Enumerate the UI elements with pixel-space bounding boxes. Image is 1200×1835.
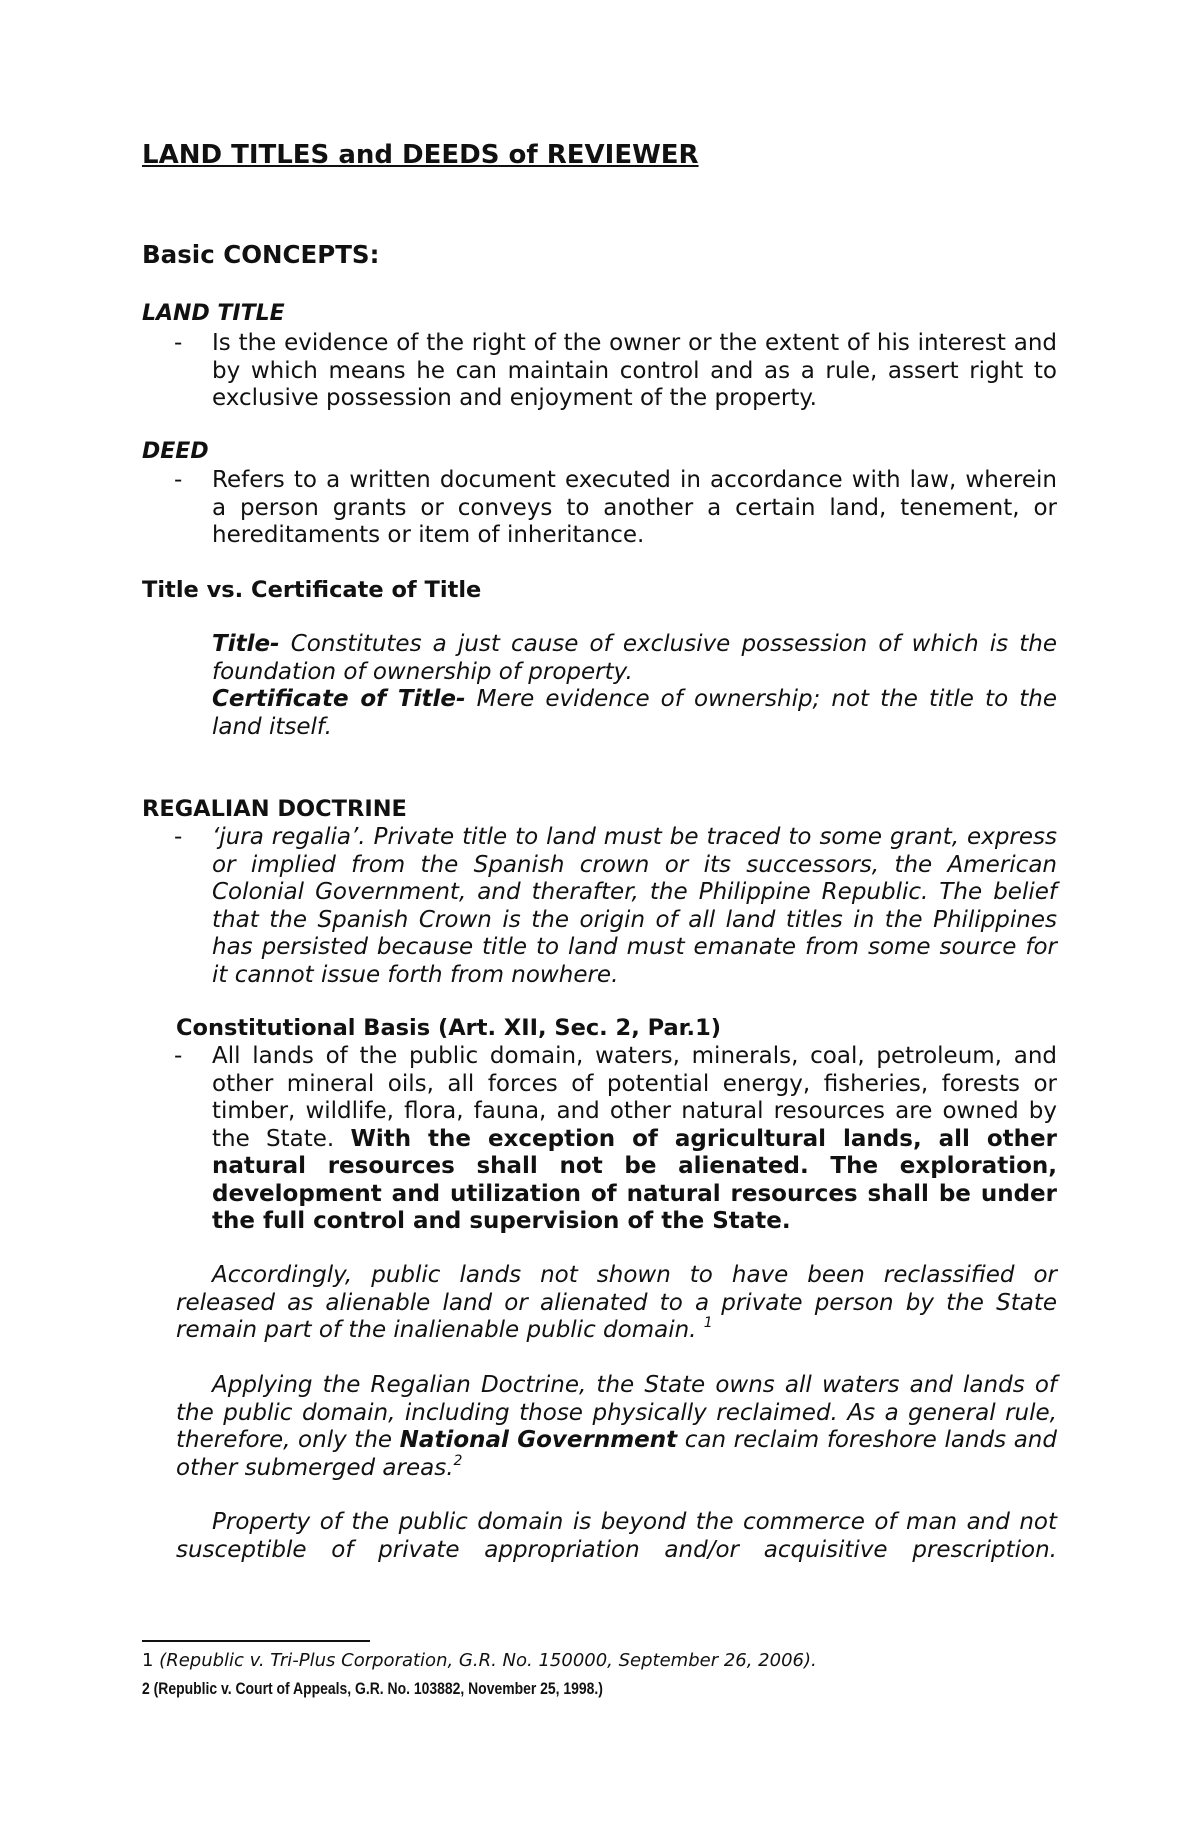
section-heading-regalian-doctrine: REGALIAN DOCTRINE (142, 796, 407, 822)
deed-definition: Refers to a written document executed in accordance with law, wherein a person grants or conveys to another a certain land, tenement, or hereditaments or item of inheritance. (212, 467, 1057, 548)
subheading-constitutional-basis: Constitutional Basis (Art. XII, Sec. 2, Par.1) (176, 1015, 722, 1041)
title-definition (212, 631, 1057, 686)
title-def-text: Constitutes a just cause of exclusive possession of which is the foundation of ownership of property. (212, 631, 1057, 685)
footnote-1-number: 1 (142, 1650, 154, 1671)
certificate-definition (212, 686, 1057, 741)
title-term: Title- (212, 631, 280, 657)
certificate-term: Certificate of Title- (212, 686, 466, 712)
national-government-bold: National Government (399, 1427, 678, 1453)
certificate-def-text: Mere evidence of ownership; not the title to the land itself. (212, 686, 1057, 740)
footnote-1-text: (Republic v. Tri-Plus Corporation, G.R. No. 150000, September 26, 2006). (153, 1650, 817, 1671)
paragraph-applying-regalian (176, 1372, 1057, 1482)
section-heading-basic-concepts: Basic CONCEPTS: (142, 240, 380, 269)
bullet-dash: - (174, 330, 183, 356)
footnote-1 (142, 1650, 817, 1672)
footnote-separator (142, 1640, 370, 1642)
footnote-2: 2 (Republic v. Court of Appeals, G.R. No. 103882, November 25, 1998.) (142, 1679, 603, 1698)
section-heading-title-vs-certificate: Title vs. Certificate of Title (142, 577, 482, 603)
paragraph-property-public-domain: Property of the public domain is beyond the commerce of man and not susceptible of private appropriation and/or acquisitive prescription. (176, 1509, 1057, 1563)
paragraph-applying-regalian-text-a: Applying the Regalian Doctrine, the State owns all waters and lands of the public domain, including those physically reclaimed. As a general rule, therefore, only the (176, 1372, 1057, 1453)
term-heading-land-title: LAND TITLE (142, 301, 285, 326)
constitutional-basis-text (212, 1043, 1057, 1236)
paragraph-public-lands (176, 1262, 1057, 1345)
constitutional-plain-text: All lands of the public domain, waters, minerals, coal, petroleum, and other mineral oils, all forces of potential energy, fisheries, forests or timber, wildlife, flora, fauna, and other natural resources are owned by the State. (212, 1043, 1057, 1152)
land-title-definition: Is the evidence of the right of the owner or the extent of his interest and by which means he can maintain control and as a rule, assert right to exclusive possession and enjoyment of the property. (212, 330, 1057, 411)
constitutional-bold-text: With the exception of agricultural lands, all other natural resources shall not be alienated. The exploration, development and utilization of natural resources shall be under the full control and supervision of the State. (212, 1125, 1057, 1234)
paragraph-applying-regalian-text-b: can reclaim foreshore lands and other submerged areas. (176, 1427, 1057, 1481)
bullet-dash: - (174, 824, 183, 850)
footnote-ref-1: 1 (703, 1315, 713, 1331)
bullet-dash: - (174, 1043, 183, 1069)
regalian-doctrine-text: ‘jura regalia’. Private title to land must be traced to some grant, express or implied from the Spanish crown or its successors, the American Colonial Government, and therafter, the Philippine Republic. The belief that the Spanish Crown is the origin of all land titles in the Philippines has persisted because title to land must emanate from some source for it cannot issue forth from nowhere. (212, 824, 1057, 988)
paragraph-public-lands-text: Accordingly, public lands not shown to have been reclassified or released as alienable land or alienated to a private person by the State remain part of the inalienable public domain. (176, 1262, 1057, 1343)
bullet-dash: - (174, 467, 183, 493)
term-heading-deed: DEED (142, 439, 209, 464)
footnote-ref-2: 2 (453, 1452, 463, 1469)
document-title: LAND TITLES and DEEDS of REVIEWER (142, 140, 699, 170)
